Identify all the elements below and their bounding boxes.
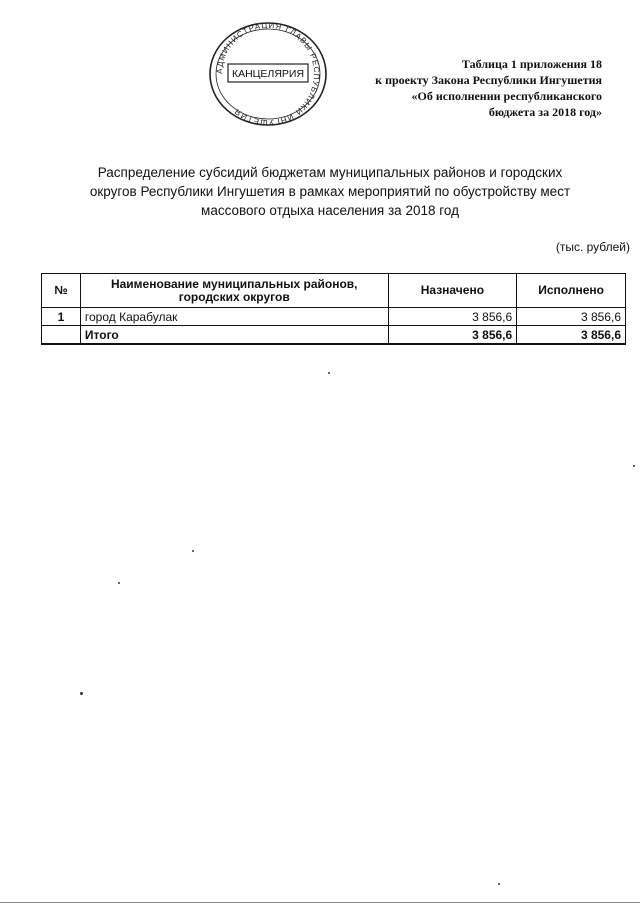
table-row	[42, 308, 626, 326]
table-header-row	[42, 274, 626, 308]
table-total-row	[42, 326, 626, 345]
scan-speck	[118, 582, 120, 584]
header-num: №	[42, 274, 81, 308]
document-title	[60, 163, 600, 220]
row-name: город Карабулак	[80, 308, 388, 326]
scan-edge-line	[0, 902, 640, 903]
row-executed: 3 856,6	[517, 308, 626, 326]
row-planned: 3 856,6	[388, 308, 517, 326]
scan-speck	[328, 372, 330, 374]
scan-speck	[80, 692, 83, 695]
header-line-4: бюджета за 2018 год»	[488, 105, 602, 119]
header-line-2: к проекту Закона Республики Ингушетия	[375, 73, 602, 87]
stamp-center-text: КАНЦЕЛЯРИЯ	[231, 68, 305, 80]
total-executed: 3 856,6	[517, 326, 626, 345]
title-line-1: Распределение субсидий бюджетам муниципальных районов и городских	[97, 165, 563, 180]
header-line-1: Таблица 1 приложения 18	[461, 57, 602, 71]
document-header	[282, 56, 602, 120]
scan-speck	[192, 550, 194, 552]
total-num-cell	[42, 326, 81, 345]
stamp-ring-text: АДМИНИСТРАЦИЯ ГЛАВЫ РЕСПУБЛИКИ ИНГУШЕТИЯ	[214, 20, 322, 128]
total-label: Итого	[80, 326, 388, 345]
header-planned: Назначено	[388, 274, 517, 308]
scan-speck	[633, 465, 635, 467]
units-label: (тыс. рублей)	[555, 240, 630, 254]
subsidy-table	[41, 273, 626, 345]
title-line-3: массового отдыха населения за 2018 год	[201, 203, 459, 218]
scan-speck	[498, 883, 500, 885]
total-planned: 3 856,6	[388, 326, 517, 345]
title-line-2: округов Республики Ингушетия в рамках мероприятий по обустройству мест	[89, 184, 571, 199]
header-line-3: «Об исполнении республиканского	[411, 89, 602, 103]
header-executed: Исполнено	[517, 274, 626, 308]
row-num: 1	[42, 308, 81, 326]
header-name: Наименование муниципальных районов, городских округов	[80, 274, 388, 308]
